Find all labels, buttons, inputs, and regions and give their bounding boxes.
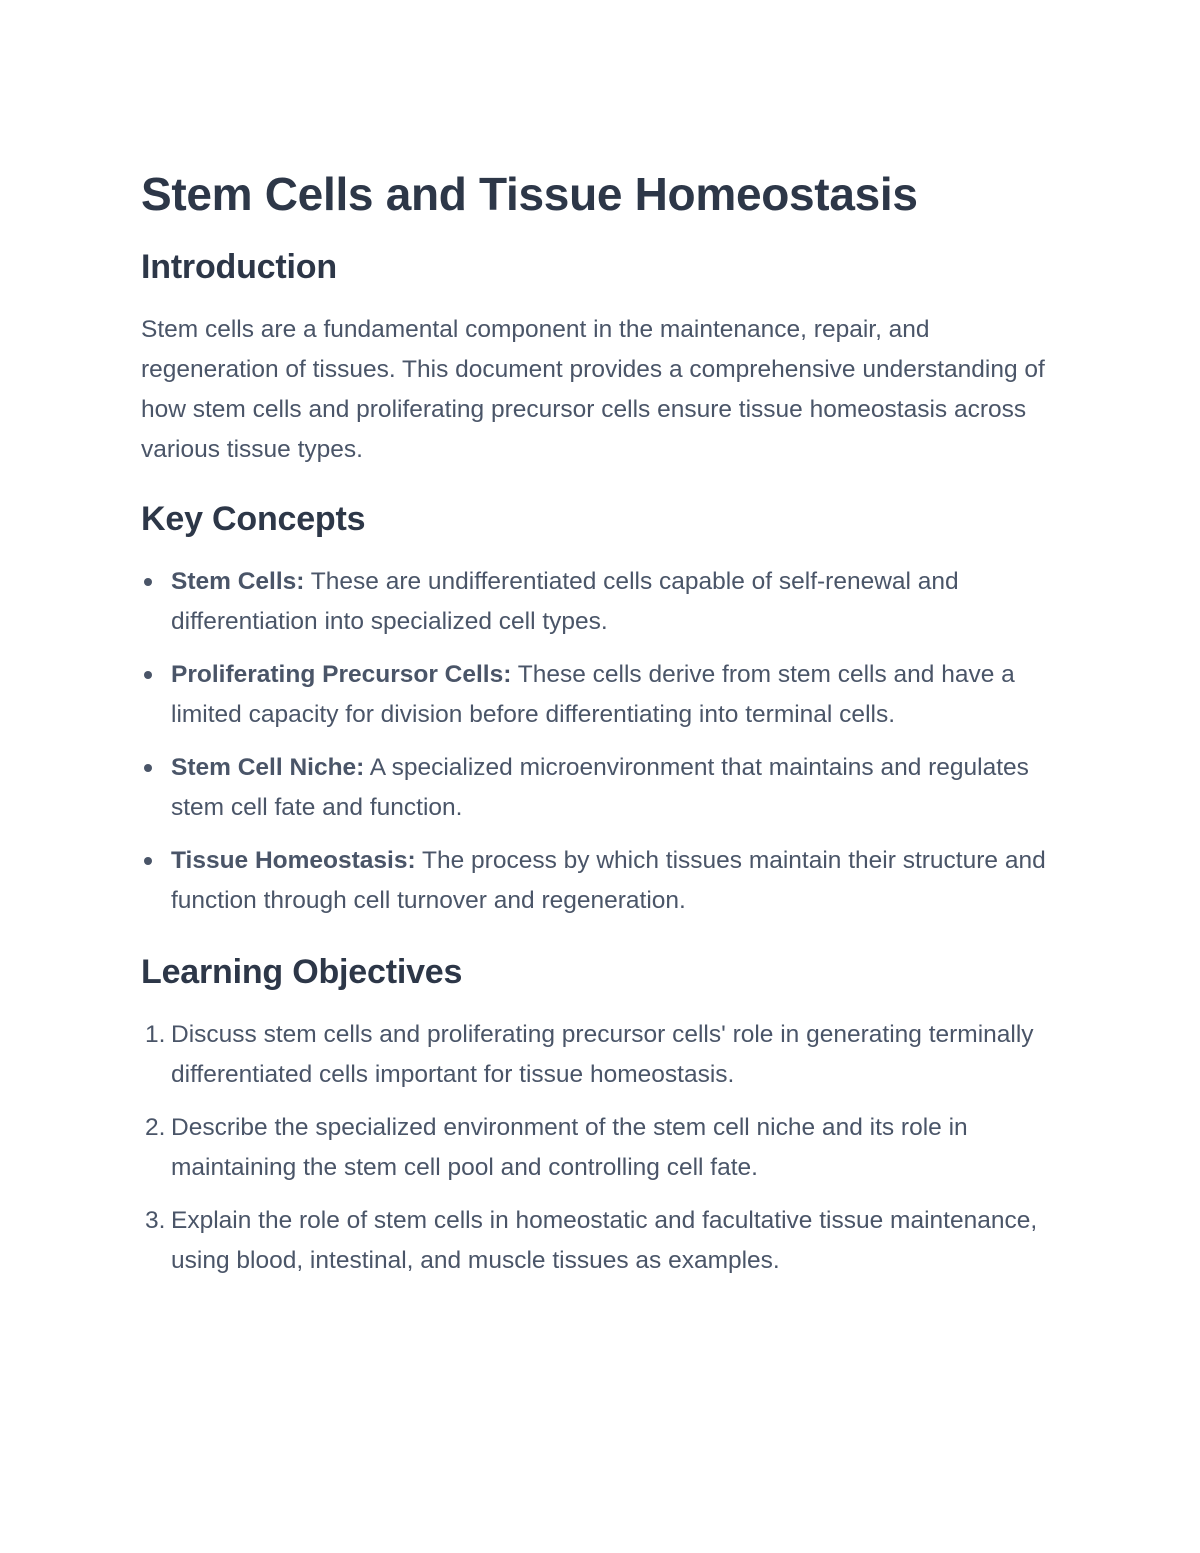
document-page [141, 158, 1071, 1294]
item-number: 1. [145, 1021, 166, 1048]
list-item [141, 841, 1071, 921]
introduction-paragraph: Stem cells are a fundamental component in the maintenance, repair, and regeneration of tissues. This document provides a comprehensive understanding of how stem cells and proliferating precursor cells ensure tissue homeostasis across various tissue types. [141, 316, 1045, 463]
list-item [141, 1201, 1071, 1281]
objective-text: Explain the role of stem cells in homeostatic and facultative tissue maintenance, using blood, intestinal, and muscle tissues as examples. [171, 1207, 1038, 1274]
bullet-icon [144, 578, 152, 586]
concept-term: Stem Cell Niche: [171, 754, 365, 781]
bullet-icon [144, 857, 152, 865]
concept-definition: These are undifferentiated cells capable of self-renewal and differentiation into specialized cell types. [171, 568, 959, 635]
concept-definition: These cells derive from stem cells and have a limited capacity for division before differentiating into terminal cells. [171, 661, 1015, 728]
bullet-icon [144, 764, 152, 772]
list-item [141, 748, 1071, 828]
learning-objectives-heading: Learning Objectives [141, 953, 463, 991]
key-concepts-heading: Key Concepts [141, 500, 366, 538]
concept-definition: A specialized microenvironment that maintains and regulates stem cell fate and function. [171, 754, 1029, 821]
objective-text: Describe the specialized environment of the stem cell niche and its role in maintaining the stem cell pool and controlling cell fate. [171, 1114, 968, 1181]
bullet-icon [144, 671, 152, 679]
concept-term: Tissue Homeostasis: [171, 847, 416, 874]
list-item [141, 1108, 1071, 1188]
item-number: 2. [145, 1114, 166, 1141]
list-item [141, 562, 1071, 642]
objective-text: Discuss stem cells and proliferating precursor cells' role in generating terminally differentiated cells important for tissue homeostasis. [171, 1021, 1034, 1088]
introduction-heading: Introduction [141, 248, 337, 286]
concept-term: Proliferating Precursor Cells: [171, 661, 512, 688]
item-number: 3. [145, 1207, 166, 1234]
document-title: Stem Cells and Tissue Homeostasis [141, 168, 918, 220]
concept-term: Stem Cells: [171, 568, 305, 595]
list-item [141, 655, 1071, 735]
key-concepts-list [141, 562, 1071, 921]
list-item [141, 1015, 1071, 1095]
learning-objectives-list [141, 1015, 1071, 1281]
concept-definition: The process by which tissues maintain their structure and function through cell turnover and regeneration. [171, 847, 1046, 914]
